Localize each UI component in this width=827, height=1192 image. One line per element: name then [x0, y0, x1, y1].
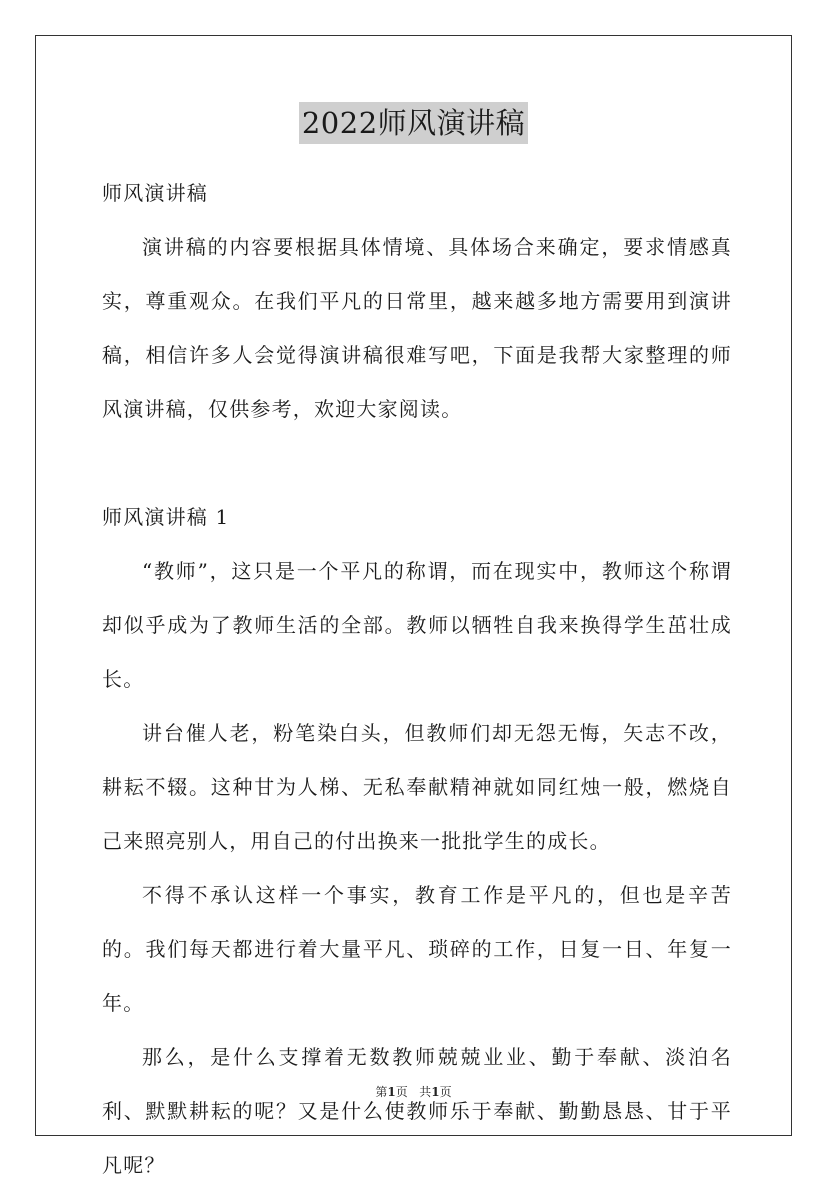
- page-total: 共1页: [419, 1085, 452, 1099]
- body-paragraph: 讲台催人老，粉笔染白头，但教师们却无怨无悔，矢志不改，耕耘不辍。这种甘为人梯、无私奉献精神就如同红烛一般，燃烧自己来照亮别人，用自己的付出换来一批批学生的成长。: [102, 721, 732, 853]
- document-body: [102, 166, 732, 1192]
- intro-paragraph: 演讲稿的内容要根据具体情境、具体场合来确定，要求情感真实，尊重观众。在我们平凡的日常里，越来越多地方需要用到演讲稿，相信许多人会觉得演讲稿很难写吧，下面是我帮大家整理的师风演讲稿，仅供参考，欢迎大家阅读。: [102, 235, 732, 421]
- section-spacer: [102, 436, 732, 490]
- page-number: 第1页: [375, 1085, 408, 1099]
- document-title: 2022师风演讲稿: [299, 102, 528, 144]
- body-paragraph: 那么，是什么支撑着无数教师兢兢业业、勤于奉献、淡泊名利、默默耕耘的呢？又是什么使教师乐于奉献、勤勤恳恳、甘于平凡呢？: [102, 1045, 732, 1177]
- document-subtitle: 师风演讲稿: [102, 181, 208, 205]
- page-footer: [0, 1083, 827, 1101]
- body-paragraph: “教师”，这只是一个平凡的称谓，而在现实中，教师这个称谓却似乎成为了教师生活的全部。教师以牺牲自我来换得学生茁壮成长。: [102, 559, 732, 691]
- section-heading: 师风演讲稿 1: [102, 505, 230, 529]
- body-paragraph: 不得不承认这样一个事实，教育工作是平凡的，但也是辛苦的。我们每天都进行着大量平凡、琐碎的工作，日复一日、年复一年。: [102, 883, 732, 1015]
- title-container: [0, 102, 827, 144]
